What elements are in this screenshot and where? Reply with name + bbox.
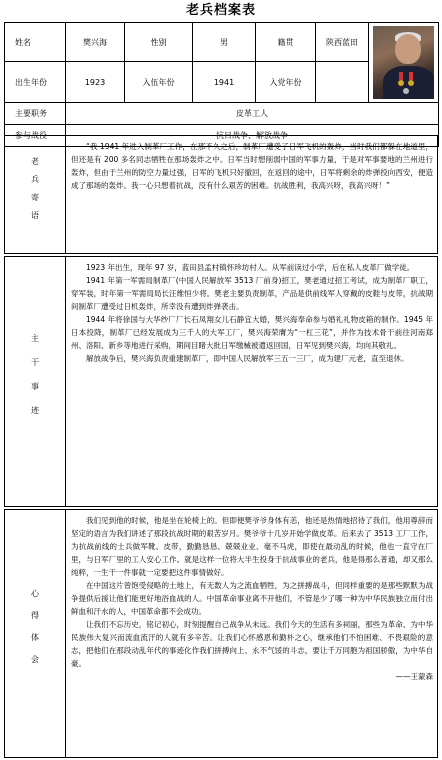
veteran-photo — [369, 23, 439, 103]
page-title: 老兵档案表 — [185, 3, 256, 18]
reflection-section — [4, 509, 438, 758]
duty-label: 主要职务 — [5, 103, 66, 125]
reflection-text: 我们见到他的时候，他是坐在轮椅上的。但即便樊爷爷身体有恙，他还是热情地招待了我们，他用尊辞而坚定的语言为我们讲述了那段抗战时期的艰苦岁月。樊爷爷十几岁开始学做皮革。后来去了 3513 工厂工作，为抗战前线的士兵做军靴、皮带，勤勤恳恳、兢兢业业、毫不马虎，即使在最动乱的时候，他也一直守在厂里，与日军厂里的工人安心工作。就是这样一位将大半生投身于抗战事业的老兵，他是得那么普通，却又那么纯粹，一生干一件事就一定要把这件事情做好。 在中国这片曾饱受侵略的土地上，有无数人为之流血牺牲，为之拼搏战斗，但同样重要的是那些默默为战争提供后援让他们能更好地浴血战的人。中国革命事业离不开他们，不管是少了哪一种为中华民族独立而付出鲜血和汗水的人，中国革命都不会成功。 让我们不忘历史，铭记初心，时刻提醒自己战争从未远。我们今天的生活有多祠丽，那些为革命、为中华民族伟大复兴而流血流汗的人就有多辛苦。让我们心怀感恩和勤朴之心，继承他们不怕困难、不畏艰险的意志，把他们在那段动乱年代的事迹化作我们拼搏向上、永不气馁的斗志，要让千万同胞为祖国骄傲，为中华自豪。 ——王蒙森 — [71, 516, 433, 681]
name-label: 姓名 — [5, 23, 66, 62]
enlist-label: 入伍年份 — [125, 62, 193, 103]
main-deeds-text: 1923 年出生，现年 97 岁，蓝田县孟村镇怀珍坊村人。从军前读过小学，后在私人皮革厂做学徒。 1941 年第一军需局制革厂(中国人民解放军 3513 厂前身)招工，樊老通过招工考试，成为制革厂职工，穿军装，时年第一军需局局长汪维恒少将。樊老主要负责制革，产品是供前线军人穿戴的皮鞋与皮带，抗战期间制革厂遭受过日机轰炸，所幸没有遭到炸弹袭击。 1944 年将徐国与大华纱厂厂长石凤翔女儿石静宜大婚，樊兴海奉命参与婚礼礼物皮箱的制作。1945 年日本投降，制革厂已经发展成为三千人的大军工厂，樊兴海荣膺为“一杠三花”，并作为技术骨干前往河南郑州、洛阳、新乡等地进行采购，期间目睹大批日军缴械被遣返回国，日军见到樊兴海，均向其敬礼。 解放战争后，樊兴海负责重建制革厂，即中国人民解放军三五一三厂，成为建厂元老，直至退休。 — [71, 263, 433, 363]
birth-label: 出生年份 — [5, 62, 66, 103]
duty-value: 皮革工人 — [66, 103, 439, 125]
birth-value: 1923 — [66, 62, 125, 103]
main-deeds-label: 主 干 事 迹 — [5, 257, 66, 506]
veteran-message-section — [4, 135, 438, 254]
gender-value: 男 — [193, 23, 256, 62]
origin-label: 籍贯 — [256, 23, 316, 62]
veteran-message-label: 老 兵 寄 语 — [5, 136, 66, 253]
gender-label: 性别 — [125, 23, 193, 62]
veteran-message-text: “我 1941 年进入制革厂工作，在那不久之后，制革厂遭受了日军飞机的轰炸，当时我们都躲在地道里，但还是有 200 多名同志牺牲在那场轰炸之中。日军当时想削弱中国的军事力量，于是对军事要地的兰州进行轰炸，但由于兰州的防空力量过强，日军的飞机只好撤回，在返回的途中，日军将剩余的炸弹投向西安，便造成了那场的轰炸。我一心只想着抗战，没有什么艰苦的困难。抗战胜利，我高兴呀，我高兴呀！” — [71, 142, 433, 190]
reflection-label: 心 得 体 会 — [5, 510, 66, 757]
name-value: 樊兴海 — [66, 23, 125, 62]
party-value — [316, 62, 369, 103]
signature: ——王蒙森 — [395, 672, 433, 681]
enlist-value: 1941 — [193, 62, 256, 103]
info-table — [4, 22, 439, 147]
battles-label: 参与战役 — [5, 125, 66, 147]
battles-value: 抗日战争、解放战争 — [66, 125, 439, 147]
main-deeds-section — [4, 256, 438, 507]
party-label: 入党年份 — [256, 62, 316, 103]
origin-value: 陕西蓝田 — [316, 23, 369, 62]
